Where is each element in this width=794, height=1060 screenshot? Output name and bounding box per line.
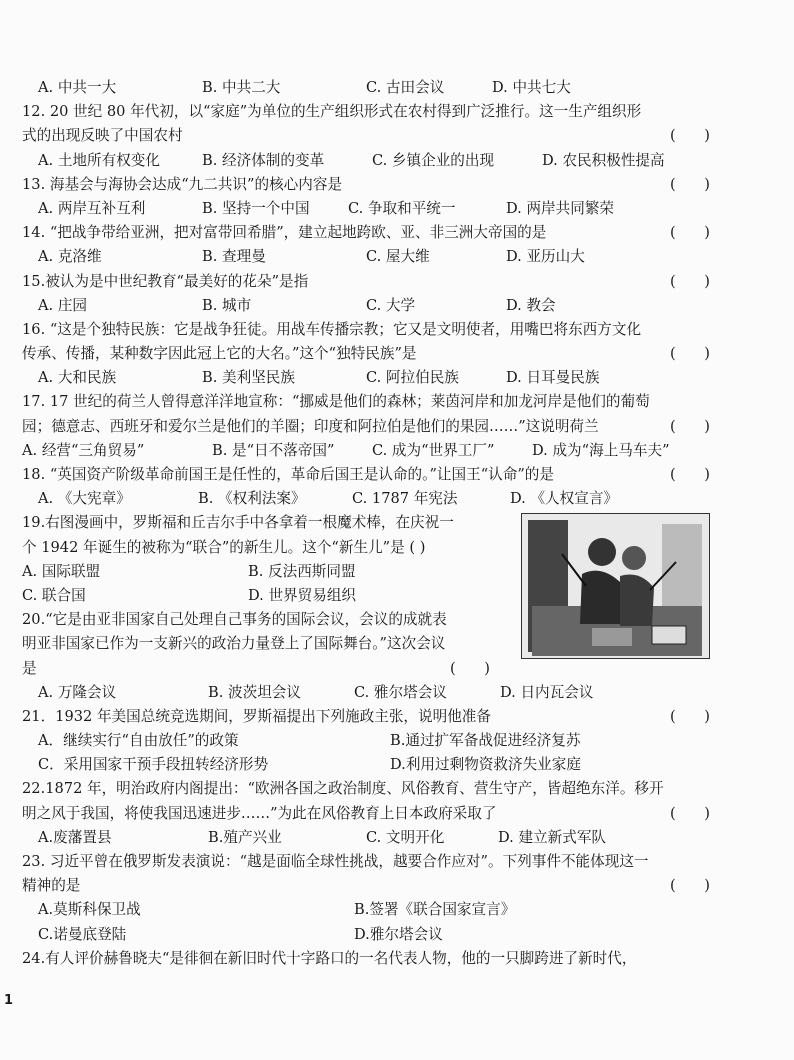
option-row — [22, 729, 752, 753]
answer-blank: ( ) — [669, 466, 722, 483]
question-line — [22, 415, 752, 439]
answer-blank: ( ) — [669, 877, 722, 895]
answer-blank: ( ) — [669, 417, 722, 435]
option: A. 经营“三角贸易” — [22, 441, 145, 459]
option: C. 1787 年宪法 — [352, 490, 458, 508]
question-line — [22, 947, 752, 971]
option-row — [22, 753, 752, 777]
answer-blank: ( ) — [669, 175, 722, 193]
question-line — [22, 342, 752, 366]
question-text: 是 — [22, 659, 37, 677]
answer-blank: ( ) — [669, 804, 722, 822]
question-line — [22, 850, 752, 874]
option: B. 中共二大 — [202, 79, 281, 96]
option-row — [22, 294, 752, 318]
option-row — [22, 439, 752, 463]
option: D. 两岸共同繁荣 — [506, 199, 615, 217]
option-row — [22, 487, 752, 511]
question-line — [22, 463, 752, 487]
option: C.诺曼底登陆 — [38, 925, 127, 943]
option: C. 乡镇企业的出现 — [372, 151, 495, 169]
option: C. 阿拉伯民族 — [366, 369, 459, 387]
answer-blank: ( ) — [669, 272, 722, 290]
question-line — [22, 874, 752, 898]
question-text: 传承、传播，某种数字因此冠上它的大名。”这个“独特民族”是 — [22, 345, 417, 363]
option: C. 雅尔塔会议 — [354, 683, 447, 701]
option: D. 世界贸易组织 — [248, 586, 357, 604]
option: C. 屋大维 — [366, 248, 430, 266]
question-text: 17. 17 世纪的荷兰人曾得意洋洋地宣称：“挪威是他们的森林；莱茵河岸和加龙河岸是他们的葡萄 — [22, 393, 650, 411]
option: D. 《人权宣言》 — [510, 490, 619, 508]
question-text: 15.被认为是中世纪教育“最美好的花朵”是指 — [22, 272, 309, 290]
question-line — [22, 705, 752, 729]
option-row — [22, 366, 752, 390]
question-line — [22, 390, 752, 414]
question-line — [22, 124, 752, 148]
option: A.莫斯科保卫战 — [38, 901, 141, 919]
option-row — [22, 923, 752, 947]
question-text: 16. “这是个独特民族：它是战争狂徒。用战车传播宗教；它又是文明使者，用嘴巴将东西方文化 — [22, 320, 642, 338]
option: D. 农民积极性提高 — [542, 151, 665, 169]
question-text: 式的出现反映了中国农村 — [22, 127, 183, 145]
option: D. 成为“海上马车夫” — [532, 441, 670, 459]
question-text: 22.1872 年，明治政府内阁提出：“欧洲各国之政治制度、风俗教育、营生守产，皆超绝东洋。移开 — [22, 780, 664, 798]
answer-blank: ( ) — [449, 659, 502, 677]
question-text: 20.“它是由亚非国家自己处理自己事务的国际会议，会议的成就表 — [22, 611, 447, 629]
option: C. 联合国 — [22, 586, 86, 604]
question-text: 12. 20 世纪 80 年代初，以“家庭”为单位的生产组织形式在农村得到广泛推行。这一生产组织形 — [22, 103, 642, 121]
option: D. 日耳曼民族 — [506, 369, 600, 387]
option: A．继续实行“自由放任”的政策 — [38, 732, 239, 750]
option: B. 是“日不落帝国” — [212, 441, 335, 459]
question-line — [22, 318, 752, 342]
option: B. 经济体制的变革 — [202, 151, 325, 169]
option: C．采用国家干预手段扭转经济形势 — [38, 756, 269, 774]
option: D.雅尔塔会议 — [354, 925, 443, 943]
option: B. 《权利法案》 — [198, 490, 306, 508]
option: B. 美利坚民族 — [202, 369, 295, 387]
question-text: 个 1942 年诞生的被称为“联合”的新生儿。这个“新生儿”是 ( ) — [22, 538, 426, 556]
question-line — [22, 100, 752, 124]
option: A. 土地所有权变化 — [38, 151, 160, 169]
cartoon-drawing — [522, 514, 709, 658]
option: D. 中共七大 — [492, 79, 571, 96]
option: A. 克洛维 — [38, 248, 102, 266]
option: C. 古田会议 — [366, 79, 445, 96]
option-row — [22, 898, 752, 922]
option: B. 坚持一个中国 — [202, 199, 310, 217]
question-text: 24.有人评价赫鲁晓夫“是徘徊在新旧时代十字路口的一名代表人物，他的一只脚跨进了新时代， — [22, 949, 637, 967]
question-text: 园；德意志、西班牙和爱尔兰是他们的羊圈；印度和阿拉伯是他们的果园……”这说明荷兰 — [22, 417, 599, 435]
option: B. 查理曼 — [202, 248, 266, 266]
question-text: 19.右图漫画中，罗斯福和丘吉尔手中各拿着一根魔术棒，在庆祝一 — [22, 514, 454, 532]
question-text: 精神的是 — [22, 877, 81, 895]
option: D. 亚历山大 — [506, 248, 585, 266]
option-row — [22, 76, 752, 100]
question-text: 21．1932 年美国总统竞选期间，罗斯福提出下列施政主张，说明他准备 — [22, 707, 491, 725]
option: C. 大学 — [366, 296, 416, 314]
option: A. 两岸互补互利 — [38, 199, 146, 217]
option: A. 庄园 — [38, 296, 88, 314]
answer-blank: ( ) — [669, 127, 722, 145]
question-line — [22, 777, 752, 801]
option: A. 国际联盟 — [22, 562, 101, 580]
option: B. 城市 — [202, 296, 252, 314]
question-line — [22, 802, 752, 826]
question-line — [22, 173, 752, 197]
answer-blank: ( ) — [669, 707, 722, 725]
option: B.通过扩军备战促进经济复苏 — [390, 732, 581, 750]
question-text: 14. “把战争带给亚洲，把对富带回希腊”，建立起地跨欧、亚、非三洲大帝国的是 — [22, 224, 547, 242]
question-text: 23. 习近平曾在俄罗斯发表演说：“越是面临全球性挑战，越要合作应对”。下列事件不能体现这一 — [22, 853, 649, 870]
option: D. 日内瓦会议 — [500, 683, 594, 701]
page-number: 1 — [4, 993, 14, 1008]
answer-blank: ( ) — [669, 224, 722, 242]
option: B.殖产兴业 — [208, 828, 282, 846]
option: C. 争取和平统一 — [348, 199, 456, 217]
option: A. 中共一大 — [38, 79, 117, 96]
option: C. 文明开化 — [366, 828, 445, 846]
question-line — [22, 270, 752, 294]
option: B.签署《联合国家宣言》 — [354, 901, 516, 919]
option: C. 成为“世界工厂” — [372, 441, 495, 459]
cartoon-image — [521, 513, 710, 659]
option: A. 大和民族 — [38, 369, 117, 387]
question-line — [22, 221, 752, 245]
option: B. 反法西斯同盟 — [248, 562, 356, 580]
question-text: 明之风于我国，将使我国迅速进步……”为此在风俗教育上日本政府采取了 — [22, 804, 497, 822]
option: D. 教会 — [506, 296, 556, 314]
answer-blank: ( ) — [669, 345, 722, 363]
question-text: 18. “英国资产阶级革命前国王是任性的，革命后国王是认命的。”让国王“认命”的是 — [22, 466, 554, 483]
option-row — [22, 197, 752, 221]
option: D. 建立新式军队 — [498, 828, 607, 846]
option: A. 万隆会议 — [38, 683, 117, 701]
question-text: 13. 海基会与海协会达成“九二共识”的核心内容是 — [22, 175, 343, 193]
option-row — [22, 245, 752, 269]
question-text: 明亚非国家已作为一支新兴的政治力量登上了国际舞台。”这次会议 — [22, 635, 446, 653]
option-row — [22, 826, 752, 850]
question-line — [22, 657, 752, 681]
option: D.利用过剩物资救济失业家庭 — [390, 756, 581, 774]
option-row — [22, 681, 752, 705]
option-row — [22, 149, 752, 173]
option: B. 波茨坦会议 — [208, 683, 301, 701]
option: A. 《大宪章》 — [38, 490, 131, 508]
option: A.废藩置县 — [38, 828, 112, 846]
